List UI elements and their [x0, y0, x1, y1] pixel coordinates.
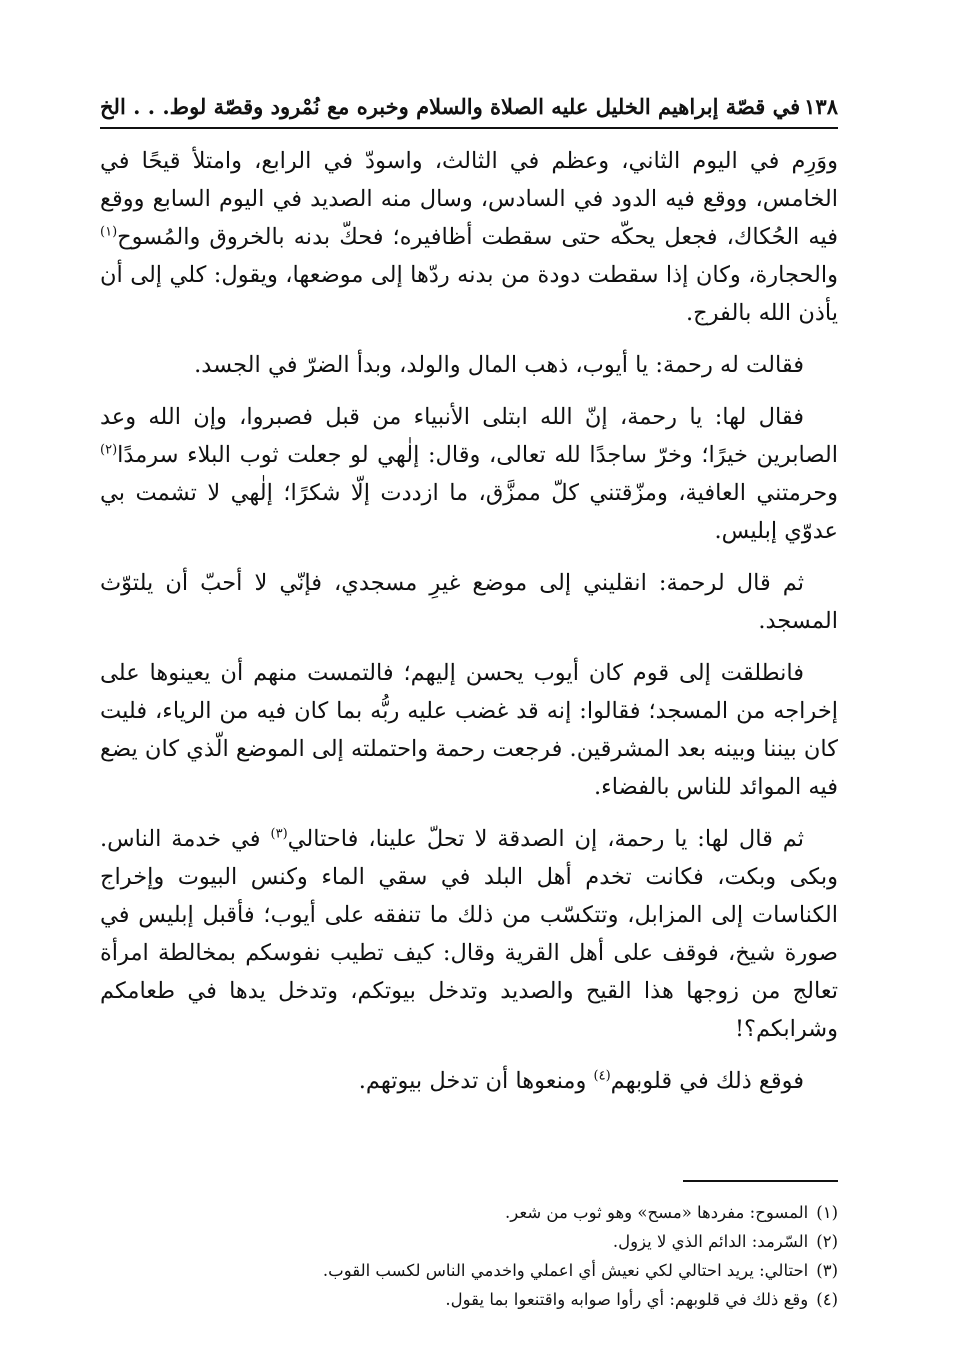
page-number: ١٣٨	[804, 93, 838, 119]
header-rule	[100, 127, 838, 129]
footnote-text: احتالي: يريد احتالي لكي نعيش أي اعملي واخدمي الناس لكسب القوب.	[322, 1261, 809, 1280]
footnote-rule	[683, 1180, 838, 1182]
footnote	[100, 1285, 838, 1314]
paragraph: ثم قال لرحمة: انقليني إلى موضع غيرِ مسجدي، فإنّي لا أحبّ أن يلتوّث المسجد.	[100, 570, 838, 634]
paragraph: ووَرِم في اليوم الثاني، وعظم في الثالث، واسودّ في الرابع، وامتلأ قيحًا في الخامس، ووقع فيه الدود في السادس، وسال منه الصديد في اليوم السابع ووقع فيه الحُكاك، فجعل يحكّه حتى سقطت أظافيره؛ فحكّ بدنه بالخروق والمُسوح$^{(١)}$ والحجارة، وكان إذا سقطت دودة من بدنه ردّها إلى موضعها، ويقول: كلي إلى أن يأذن الله بالفرج.	[100, 148, 838, 326]
footnote	[100, 1256, 838, 1285]
paragraph: فقال لها: يا رحمة، إنّ الله ابتلى الأنبياء من قبل فصبروا، وإن الله وعد الصابرين خيرًا؛ وخرّ ساجدًا لله تعالى، وقال: إلٰهي لو جعلت ثوب البلاء سرمدًا$^{(٢)}$ وحرمتني العافية، ومزّقتني كلّ ممزَّق، ما ازددت إلّا شكرًا؛ إلٰهي لا تشمت بي عدوّي إبليس.	[100, 404, 838, 544]
footnote-ref: (٤)	[593, 1068, 611, 1084]
paragraph: ثم قال لها: يا رحمة، إن الصدقة لا تحلّ علينا، فاحتالي$^{(٣)}$ في خدمة الناس. وبكى وبكت، فكانت تخدم أهل البلد في سقي الماء وكنس البيوت وإخراج الكناسات إلى المزابل، وتتكسّب من ذلك ما تنفقه على أيوب؛ فأقبل إبليس في صورة شيخ، فوقف على أهل القرية وقال: كيف تطيب نفوسكم بمخالطة امرأة تعالج من زوجها هذا القيح والصديد وتدخل بيوتكم، وتدخل يدها في طعامكم وشرابكم؟!	[100, 826, 838, 1042]
paragraph: فقالت له رحمة: يا أيوب، ذهب المال والولد، وبدأ الضرّ في الجسد.	[194, 352, 804, 378]
footnote-number: (١)	[816, 1203, 838, 1222]
footnote-number: (٣)	[816, 1261, 838, 1280]
running-header	[100, 88, 838, 124]
footnote-number: (٢)	[816, 1232, 838, 1251]
footnote-ref: (٢)	[100, 442, 118, 458]
footnote	[100, 1227, 838, 1256]
footnote	[100, 1198, 838, 1227]
paragraph: فانطلقت إلى قوم كان أيوب يحسن إليهم؛ فالتمست منهم أن يعينوها على إخراجه من المسجد؛ فقالوا: إنه قد غضب عليه ربُّه بما كان فيه من الرياء، فليت كان بيننا وبينه بعد المشرقين. فرجعت رحمة واحتملته إلى الموضع الّذي كان يضع فيه الموائد للناس بالفضاء.	[100, 660, 838, 800]
footnote-ref: (٣)	[270, 826, 288, 842]
footnote-text: وقع ذلك في قلوبهم: أي رأوا صوابه واقتنعوا بما يقول.	[445, 1290, 809, 1309]
paragraph: فوقع ذلك في قلوبهم$^{(٤)}$ ومنعوها أن تدخل بيوتهم.	[358, 1068, 804, 1094]
footnote-ref: (١)	[100, 224, 118, 240]
footnotes	[100, 1198, 838, 1314]
footnote-text: المسوح: مفردها «مسح» وهو ثوب من شعر.	[505, 1203, 809, 1222]
main-text	[100, 142, 838, 1114]
footnote-text: السّرمد: الدائم الذي لا يزول.	[612, 1232, 809, 1251]
footnote-number: (٤)	[816, 1290, 838, 1309]
running-title: في قصّة إبراهيم الخليل عليه الصلاة والسلام وخبره مع نُمْرود وقصّة لوط. . . الخ	[100, 93, 801, 119]
